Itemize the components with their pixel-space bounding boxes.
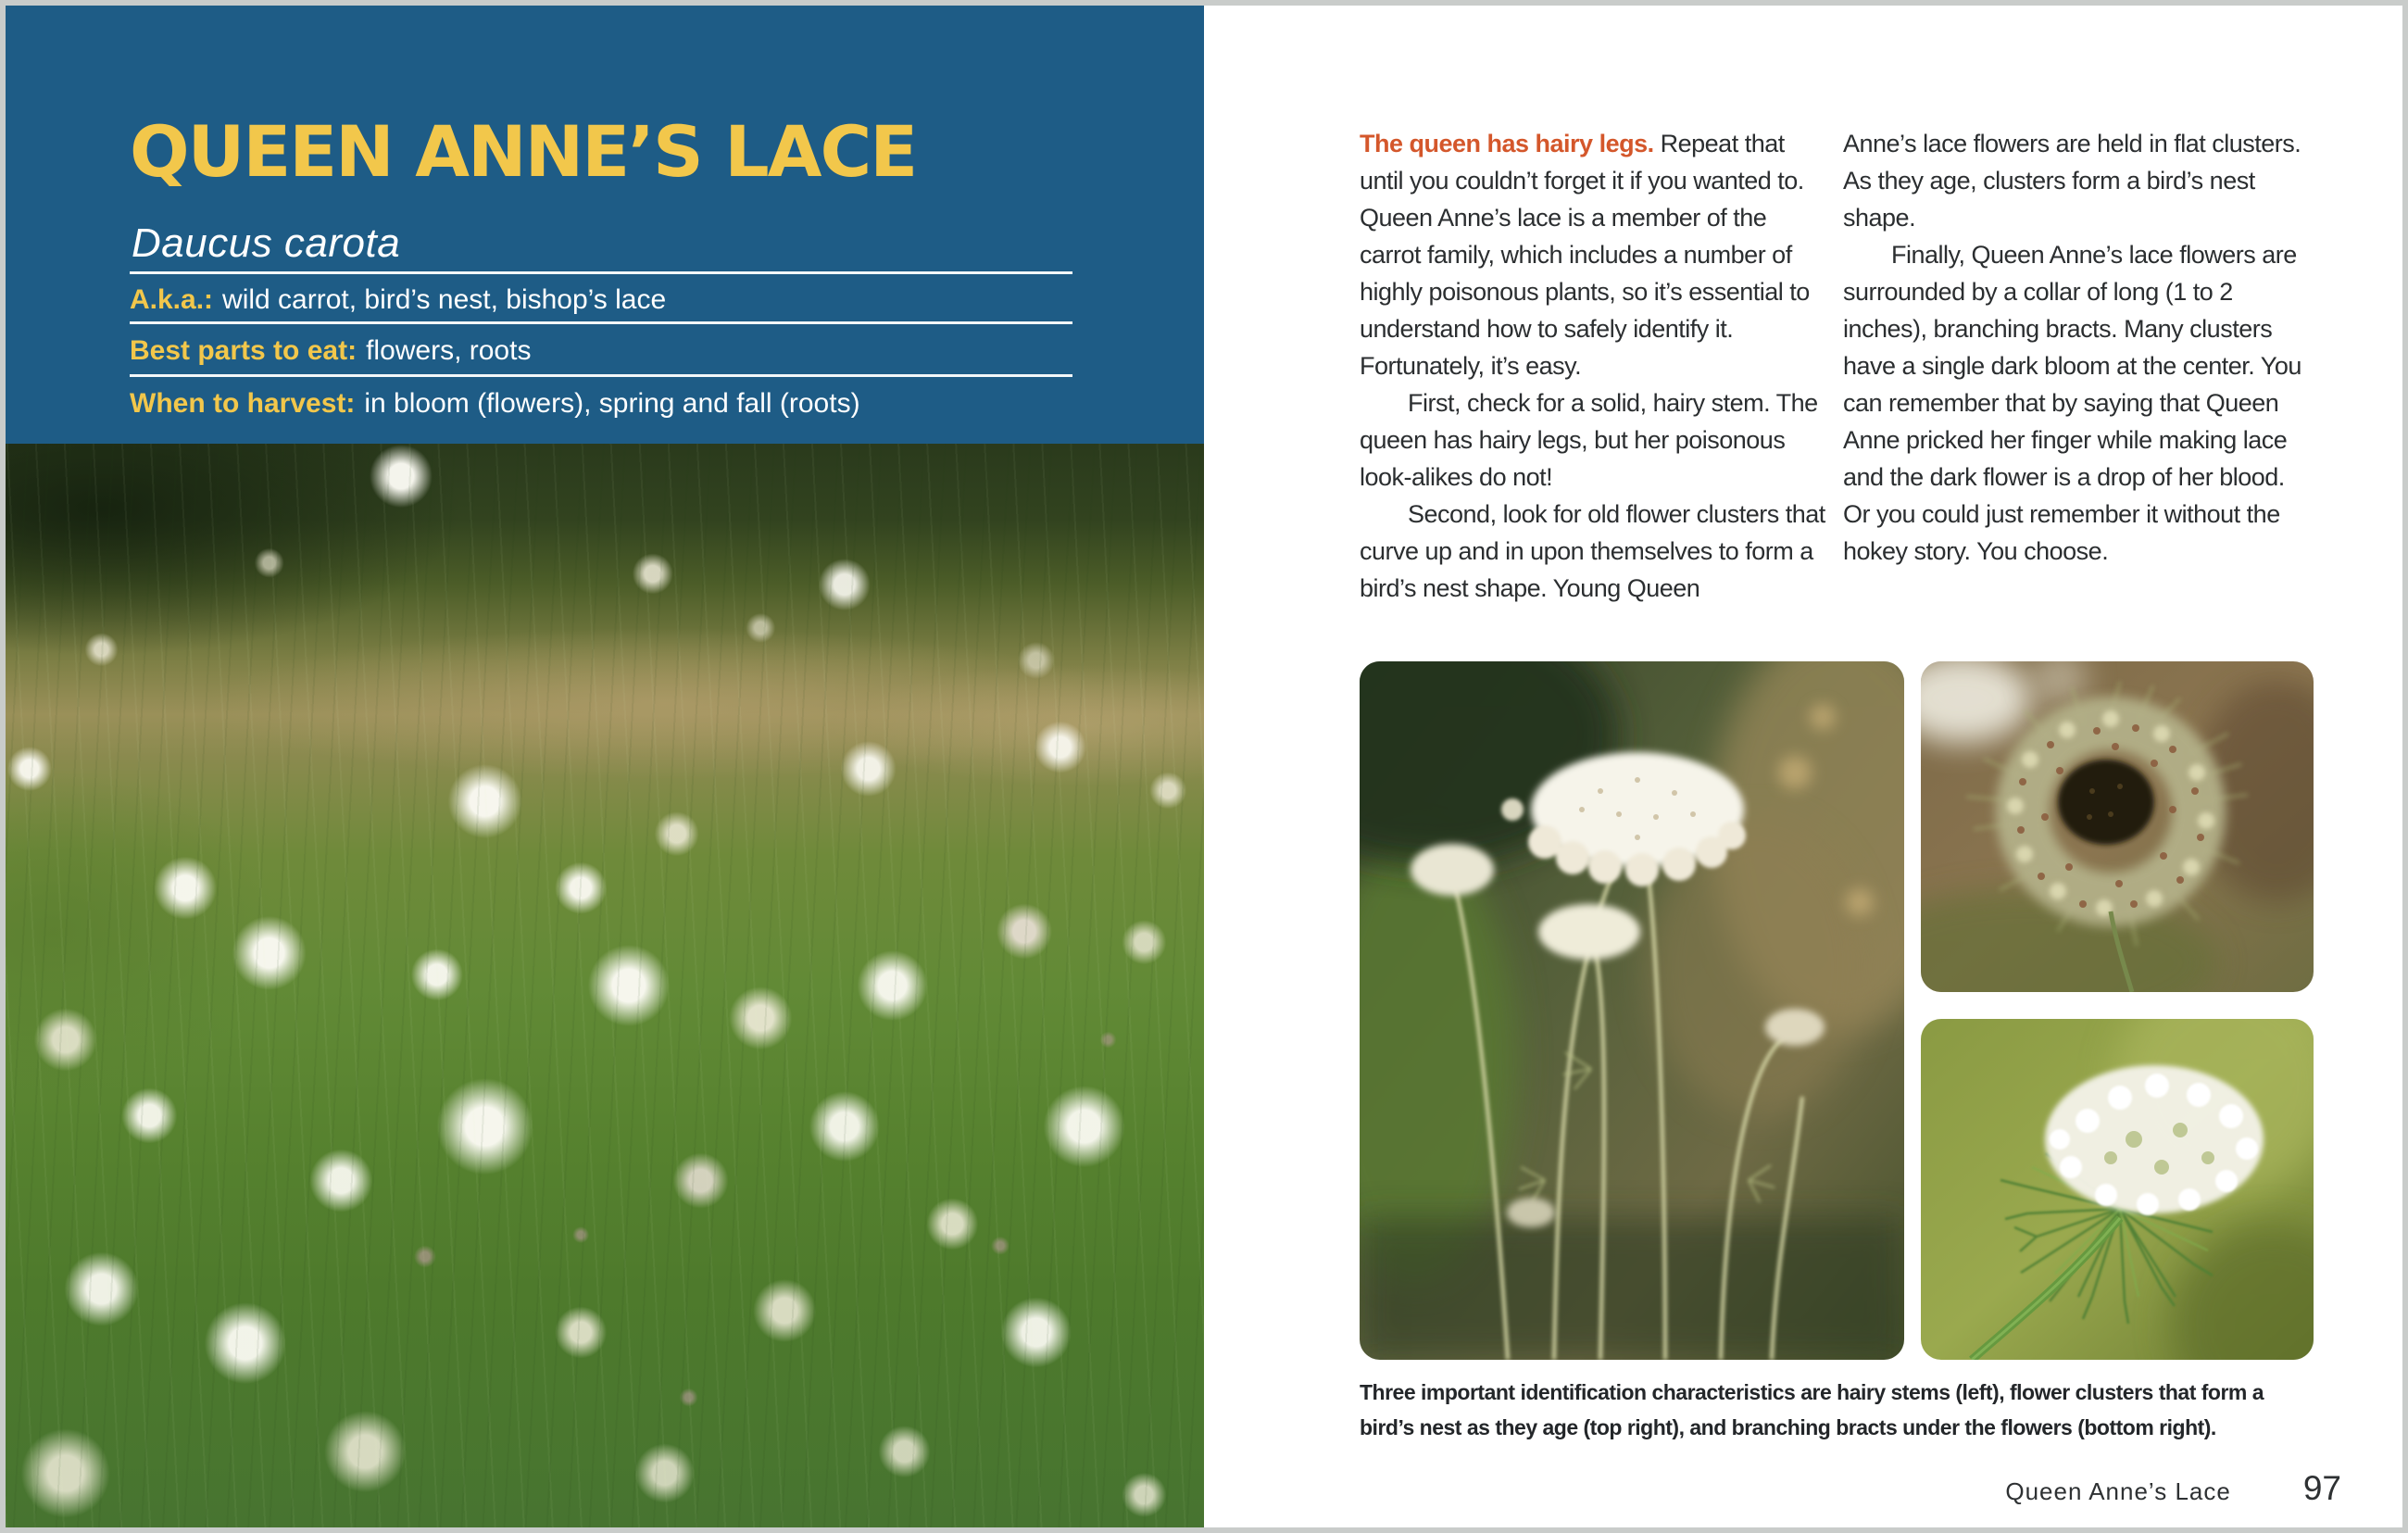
fact-label: Best parts to eat: bbox=[130, 335, 357, 366]
divider bbox=[130, 321, 1072, 324]
fact-aka bbox=[130, 284, 1072, 316]
bracts-photo bbox=[1921, 1019, 2314, 1360]
lead-sentence: The queen has hairy legs. bbox=[1360, 130, 1654, 157]
fact-label: When to harvest: bbox=[130, 388, 356, 419]
divider bbox=[130, 271, 1072, 274]
paragraph bbox=[1360, 125, 1827, 384]
meadow-photo bbox=[6, 444, 1204, 1527]
paragraph-text: Repeat that until you couldn’t forget it if you wanted to. Queen Anne’s lace is a member of the carrot family, which includes a number of highly poisonous plants, so it’s essential to understand how to safely identify it. Fortunately, it’s easy. bbox=[1360, 130, 1810, 380]
paragraph: Second, look for old flower clusters that curve up and in upon themselves to form a bird’s nest shape. Young Queen bbox=[1360, 500, 1825, 602]
stems-photo bbox=[1360, 661, 1904, 1360]
paragraph: Finally, Queen Anne’s lace flowers are surrounded by a collar of long (1 to 2 inches), branching bracts. Many clusters have a single dark bloom at the center. You can remember that by saying that Queen Anne pricked her finger while making lace and the dark flower is a drop of her blood. Or you could just remember it without the hokey story. You choose. bbox=[1843, 241, 2301, 565]
fact-label: A.k.a.: bbox=[130, 284, 214, 315]
article-column-1 bbox=[1360, 125, 1827, 607]
running-footer bbox=[1360, 1469, 2341, 1508]
fact-best-parts bbox=[130, 335, 1072, 367]
fact-value: in bloom (flowers), spring and fall (roots) bbox=[364, 388, 860, 419]
fact-value: flowers, roots bbox=[366, 335, 532, 366]
page-number: 97 bbox=[2302, 1469, 2341, 1507]
left-page bbox=[6, 6, 1204, 1527]
divider bbox=[130, 374, 1072, 377]
fact-value: wild carrot, bird’s nest, bishop’s lace bbox=[222, 284, 667, 315]
right-page bbox=[1204, 6, 2408, 1527]
paragraph: Anne’s lace flowers are held in flat clusters. As they age, clusters form a bird’s nest shape. bbox=[1843, 130, 2301, 232]
running-title: Queen Anne’s Lace bbox=[2005, 1477, 2231, 1505]
paragraph: First, check for a solid, hairy stem. The queen has hairy legs, but her poisonous look-alikes do not! bbox=[1360, 389, 1818, 491]
fact-harvest bbox=[130, 388, 1072, 420]
scientific-name: Daucus carota bbox=[132, 220, 401, 266]
page-title: QUEEN ANNE’S LACE bbox=[130, 110, 917, 193]
photo-caption: Three important identification characteristics are hairy stems (left), flower clusters that form a bird’s nest as they age (top right), and branching bracts under the flowers (bottom right). bbox=[1360, 1380, 2264, 1439]
article-column-2 bbox=[1843, 125, 2311, 570]
birds-nest-photo bbox=[1921, 661, 2314, 992]
title-panel bbox=[6, 6, 1204, 444]
